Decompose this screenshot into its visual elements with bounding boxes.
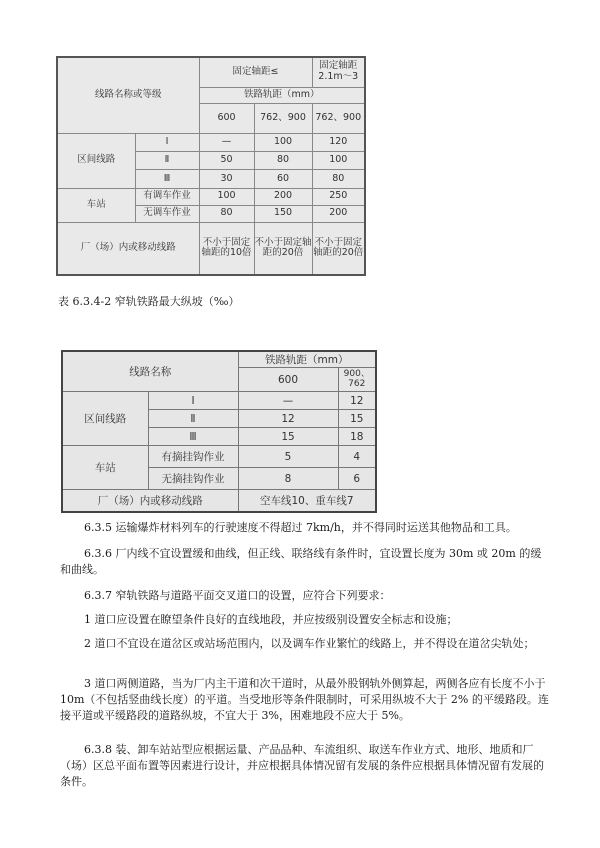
cell: 100 bbox=[254, 134, 312, 152]
cell: 80 bbox=[254, 152, 312, 170]
cell: 150 bbox=[254, 205, 312, 222]
cell: 12 bbox=[338, 392, 376, 410]
grade-label: Ⅲ bbox=[135, 170, 199, 188]
factory-value: 空车线10、重车线7 bbox=[238, 490, 376, 512]
cell: 15 bbox=[238, 428, 338, 446]
grade-label: Ⅲ bbox=[148, 428, 238, 446]
grade-label: Ⅰ bbox=[148, 392, 238, 410]
cell: — bbox=[238, 392, 338, 410]
clause-6-3-8: 6.3.8 装、卸车站站型应根据运量、产品品种、车流组织、取送车作业方式、地形、地质和厂（场）区总平面布置等因素进行设计，并应根据具体情况留有发展的条件应根据具体情况留有发展的条件。 bbox=[60, 743, 544, 788]
cell: 80 bbox=[312, 170, 365, 188]
slope-table-1 bbox=[56, 56, 366, 276]
header-gauge: 铁路轨距（mm） bbox=[199, 87, 365, 103]
clause-6-3-7-item-3: 3 道口两侧道路，当为厂内主干道和次干道时，从最外股钢轨外侧算起，两侧各应有长度不小于 10m（不包括竖曲线长度）的平道。当受地形等条件限制时，可采用纵坡不大于 2% 的平缓路段。连接平道或平缓路段的道路纵坡，不宜大于 3%，困难地段不应大于 5%。 bbox=[60, 677, 549, 722]
section-main-line: 区间线路 bbox=[62, 392, 148, 446]
cell: 15 bbox=[338, 410, 376, 428]
section-station: 车站 bbox=[57, 188, 135, 222]
section-station: 车站 bbox=[62, 446, 148, 490]
cell: 5 bbox=[238, 446, 338, 468]
cell: — bbox=[199, 134, 254, 152]
gauge-762-900: 762、900 bbox=[254, 103, 312, 133]
cell: 60 bbox=[254, 170, 312, 188]
gauge-600: 600 bbox=[238, 368, 338, 392]
cell: 100 bbox=[312, 152, 365, 170]
cell: 100 bbox=[199, 188, 254, 205]
factory-line-label: 厂（场）内或移动线路 bbox=[57, 222, 199, 275]
header-axle-a: 固定轴距≤ bbox=[199, 57, 312, 87]
table-caption: 表 6.3.4-2 窄轨铁路最大纵坡（‰） bbox=[58, 295, 240, 308]
cell: 4 bbox=[338, 446, 376, 468]
grade-label: Ⅱ bbox=[148, 410, 238, 428]
grade-label: Ⅱ bbox=[135, 152, 199, 170]
gauge-600: 600 bbox=[199, 103, 254, 133]
clause-6-3-5: 6.3.5 运输爆炸材料列车的行驶速度不得超过 7km/h，并不得同时运送其他物品和工具。 bbox=[84, 521, 517, 534]
gauge-900-762: 900、762 bbox=[338, 368, 376, 392]
cell: 8 bbox=[238, 468, 338, 490]
cell: 12 bbox=[238, 410, 338, 428]
factory-value: 不小于固定轴距的10倍 bbox=[199, 222, 254, 275]
clause-6-3-7-item-2: 2 道口不宜设在道岔区或站场范围内，以及调车作业繁忙的线路上，并不得设在道岔尖轨处； bbox=[84, 637, 535, 650]
cell: 50 bbox=[199, 152, 254, 170]
cell: 80 bbox=[199, 205, 254, 222]
station-type: 无调车作业 bbox=[135, 205, 199, 222]
factory-value: 不小于固定轴距的20倍 bbox=[254, 222, 312, 275]
cell: 120 bbox=[312, 134, 365, 152]
cell: 18 bbox=[338, 428, 376, 446]
factory-line-label: 厂（场）内或移动线路 bbox=[62, 490, 238, 512]
section-main-line: 区间线路 bbox=[57, 134, 135, 188]
header-line-name: 线路名称 bbox=[62, 351, 238, 392]
cell: 30 bbox=[199, 170, 254, 188]
slope-table-2 bbox=[61, 350, 377, 513]
clause-6-3-7: 6.3.7 窄轨铁路与道路平面交叉道口的设置，应符合下列要求： bbox=[84, 589, 391, 602]
grade-label: Ⅰ bbox=[135, 134, 199, 152]
header-line-name: 线路名称或等级 bbox=[57, 57, 199, 134]
clause-6-3-7-item-1: 1 道口应设置在瞭望条件良好的直线地段，并应按级别设置安全标志和设施； bbox=[84, 613, 458, 626]
clause-6-3-6: 6.3.6 厂内线不宜设置缓和曲线，但正线、联络线有条件时，宜设置长度为 30m 或 20m 的缓和曲线。 bbox=[60, 547, 542, 576]
cell: 250 bbox=[312, 188, 365, 205]
station-type: 有摘挂钩作业 bbox=[148, 446, 238, 468]
header-axle-b: 固定轴距 2.1m～3 bbox=[312, 57, 365, 87]
cell: 200 bbox=[254, 188, 312, 205]
cell: 200 bbox=[312, 205, 365, 222]
header-gauge: 铁路轨距（mm） bbox=[238, 351, 376, 368]
cell: 6 bbox=[338, 468, 376, 490]
factory-value: 不小于固定轴距的20倍 bbox=[312, 222, 365, 275]
station-type: 有调车作业 bbox=[135, 188, 199, 205]
station-type: 无摘挂钩作业 bbox=[148, 468, 238, 490]
gauge-762-900-b: 762、900 bbox=[312, 103, 365, 133]
